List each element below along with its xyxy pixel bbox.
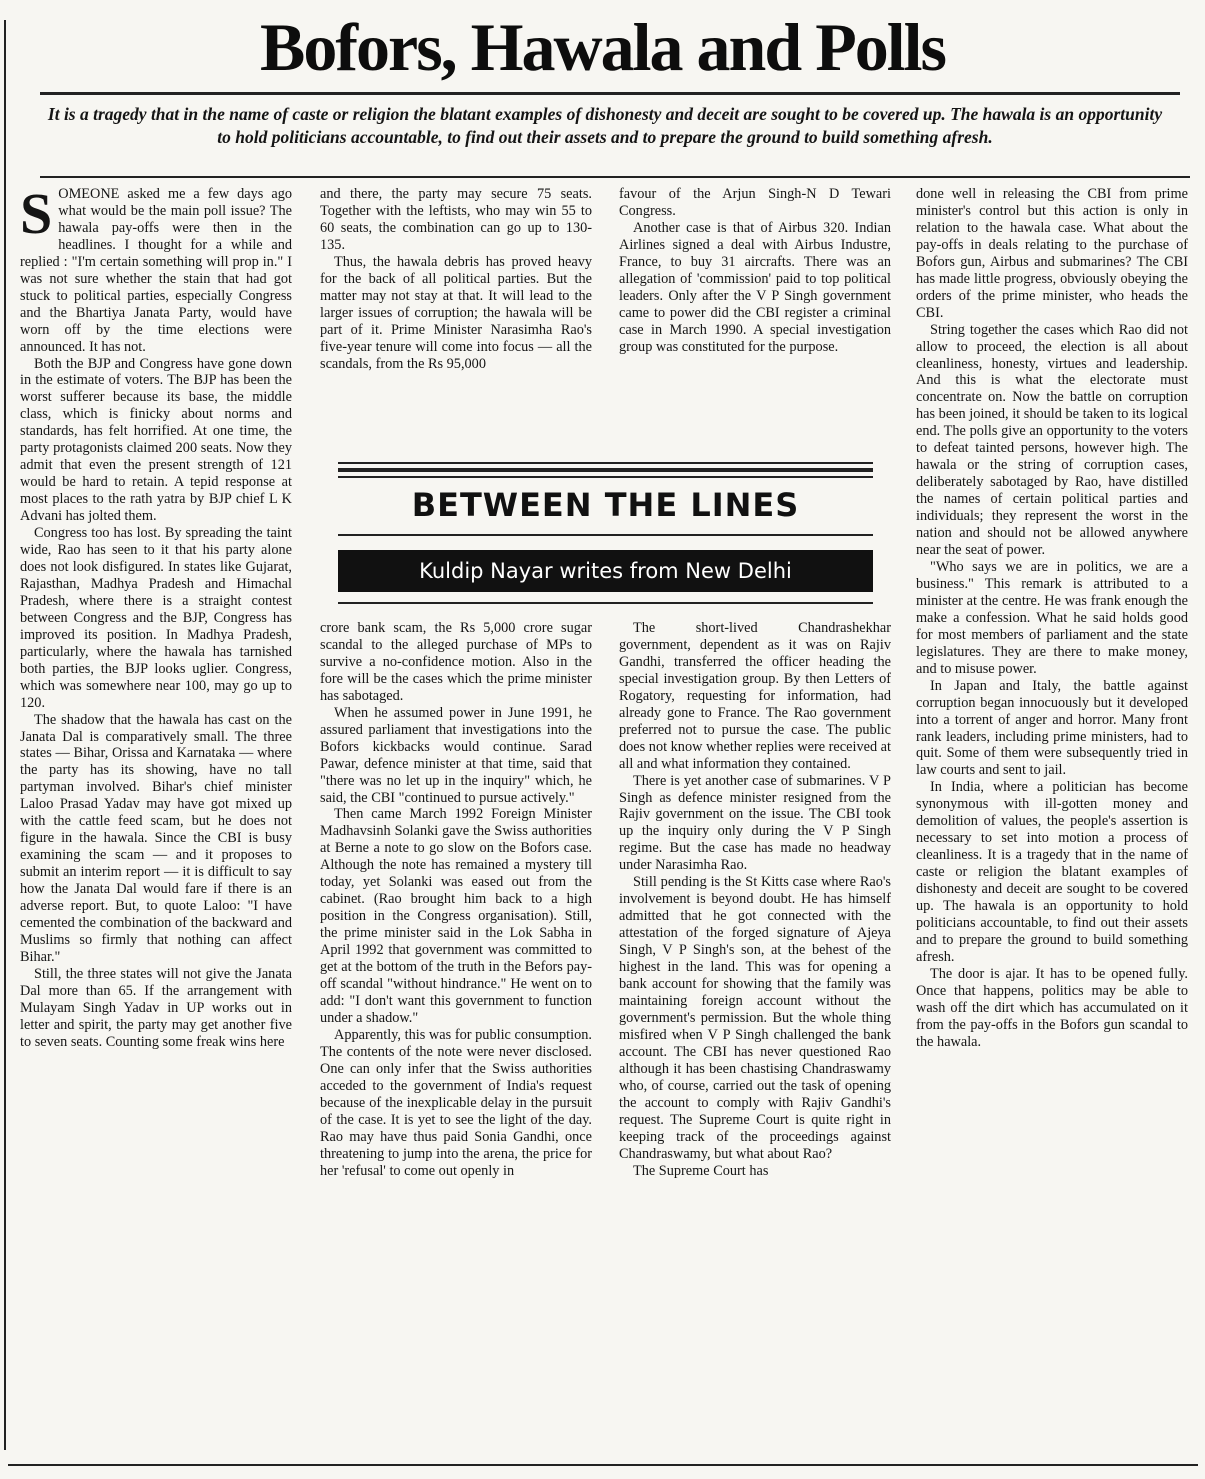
col4-para-3: "Who says we are in politics, we are a business." This remark is attributed to a minister at the centre. He was frank enough the make a confession. What he said holds good for most members of parliament and the state legislatures. They are there to make money, and to misuse power. bbox=[916, 558, 1188, 677]
col1-para-3: Congress too has lost. By spreading the taint wide, Rao has seen to it that his party alone does not look disfigured. In states like Gujarat, Rajasthan, Madhya Pradesh and Himachal Pradesh, where there is a straight contest between Congress and the BJP, Congress has improved its position. In Madhya Pradesh, particularly, where the hawala has tarnished both parties, the BJP looks uglier. Congress, which was somewhere near 100, may go up to 120. bbox=[20, 525, 292, 711]
col2b-para-1: crore bank scam, the Rs 5,000 crore sugar scandal to the alleged purchase of MPs to survive a no-confidence motion. Also in the fore will be the cases which the prime minister has sabotaged. bbox=[320, 620, 592, 704]
col4-para-2: String together the cases which Rao did not allow to proceed, the election is all about cleanliness, honesty, virtues and leadership. And this is what the electorate must concentrate on. Now the battle on corruption has been joined, it should be taken to its logical end. The polls give an opportunity to the voters to defeat tainted persons, however high. The hawala or the string of corruption cases, deliberately sabotaged by Rao, have distilled the names of certain political parties and individuals; they represent the worst in the nation and should not be allowed anywhere near the seat of power. bbox=[916, 321, 1188, 559]
panel-rule-top bbox=[338, 462, 873, 464]
col2a-para-2: Thus, the hawala debris has proved heavy for the back of all political parties. But the matter may not stay at that. It will lead to the larger issues of corruption; the hawala will be part of it. Prime Minister Narasimha Rao's five-year tenure will come into focus — all the scandals, from the Rs 95,000 bbox=[320, 253, 592, 372]
col2b-para-2: When he assumed power in June 1991, he assured parliament that investigations into the Bofors kickbacks would continue. Sarad Pawar, defence minister at that time, said that "there was no let up in the inquiry" which, he said, the CBI "continued to pursue actively." bbox=[320, 704, 592, 806]
standfirst-rule bbox=[40, 176, 1190, 178]
headline-rule bbox=[40, 92, 1180, 95]
col1-para-2: Both the BJP and Congress have gone down in the estimate of voters. The BJP has been the worst sufferer because its base, the middle class, which is finicky about norms and standards, has felt horrified. At one time, the party protagonists claimed 200 seats. Now they admit that even the present strength of 121 would be hard to retain. A tepid response at most places to the rath yatra by BJP chief L K Advani has jolted them. bbox=[20, 355, 292, 525]
drop-cap: S bbox=[20, 186, 53, 246]
panel-rule-mid bbox=[338, 534, 873, 536]
left-margin-rule bbox=[4, 20, 6, 1450]
panel-rule-2 bbox=[338, 468, 873, 472]
column-1 bbox=[20, 186, 292, 1456]
col1-para-5: Still, the three states will not give the Janata Dal more than 65. If the arrangement with Mulayam Singh Yadav in UP works out in letter and spirit, the party may get another five to seven seats. Counting some freak wins here bbox=[20, 965, 292, 1050]
column-label: BETWEEN THE LINES bbox=[411, 486, 800, 524]
column-3-top bbox=[619, 186, 891, 448]
panel-rule-3 bbox=[338, 476, 873, 478]
panel-rule-bottom bbox=[338, 602, 873, 604]
col3b-para-2: There is yet another case of submarines. V P Singh as defence minister resigned from the Rajiv government on the issue. The CBI took up the inquiry only during the V P Singh regime. But the case has made no headway under Narasimha Rao. bbox=[619, 772, 891, 874]
col1-para-4: The shadow that the hawala has cast on the Janata Dal is comparatively small. The three states — Bihar, Orissa and Karnataka — where the party has its showing, have no tall partyman involved. Bihar's chief minister Laloo Prasad Yadav may have got mixed up with the cattle feed scam, but he does not figure in the hawala. Since the CBI is busy examining the scam — and it proposes to submit an interim report — it is difficult to say how the Janata Dal would fare if there is an adverse report. But, to quote Laloo: "I have cemented the combination of the backward and Muslims so firmly that nothing can affect Bihar." bbox=[20, 711, 292, 965]
column-3-bottom bbox=[619, 620, 891, 1456]
headline: Bofors, Hawala and Polls bbox=[260, 9, 945, 85]
bottom-rule bbox=[8, 1464, 1198, 1466]
column-2-top bbox=[320, 186, 592, 448]
col4-para-1: done well in releasing the CBI from prime minister's control but this action is only in relation to the hawala case. What about the pay-offs in deals relating to the purchase of Bofors gun, Airbus and submarines? The CBI has made little progress, obviously obeying the orders of the prime minister, who heads the CBI. bbox=[916, 186, 1188, 321]
col1-para-1 bbox=[20, 186, 292, 356]
col2b-para-4: Apparently, this was for public consumption. The contents of the note were never disclosed. One can only infer that the Swiss authorities acceded to the government of India's request because of the inexplicable delay in the pursuit of the case. It is yet to see the light of the day. Rao may have thus paid Sonia Gandhi, once threatening to jump into the arena, the price for her 'refusal' to come out openly in bbox=[320, 1026, 592, 1179]
col3b-para-1: The short-lived Chandrashekhar government, dependent as it was on Rajiv Gandhi, transferred the officer heading the special investigation group. By then Letters of Rogatory, requesting for information, had already gone to France. The Rao government preferred not to pursue the case. The public does not know whether replies were received at all and what information they contained. bbox=[619, 620, 891, 772]
standfirst: It is a tragedy that in the name of caste or religion the blatant examples of dishonesty and deceit are sought to be covered up. The hawala is an opportunity to hold politicians accountable, to find out their assets and to prepare the ground to build something afresh. bbox=[47, 104, 1163, 147]
col2a-para-1: and there, the party may secure 75 seats. Together with the leftists, who may win 55 to 60 seats, the combination can go up to 130-135. bbox=[320, 186, 592, 253]
column-logo-panel bbox=[338, 462, 873, 624]
col1-para-1-text: OMEONE asked me a few days ago what would be the main poll issue? The hawala pay-offs were then in the headlines. I thought for a while and replied : "I'm certain something will prop in." I was not sure whether the stain that had got stuck to political parties, especially Congress and the Bhartiya Janata Party, would have worn off by the time elections were announced. It has not. bbox=[20, 186, 292, 355]
column-4 bbox=[916, 186, 1188, 1456]
col4-para-5: In India, where a politician has become synonymous with ill-gotten money and demolition of values, the people's assertion is necessary to set into motion a process of cleanliness. It is a tragedy that in the name of caste or religion the blatant examples of dishonesty and deceit are sought to be covered up. The hawala is an opportunity to hold politicians accountable, to find out their assets and to prepare the ground to build something afresh. bbox=[916, 779, 1188, 965]
column-2-bottom bbox=[320, 620, 592, 1456]
col4-para-6: The door is ajar. It has to be opened fully. Once that happens, politics may be able to wash off the dirt which has accumulated on it from the pay-offs in the Bofors gun scandal to the hawala. bbox=[916, 965, 1188, 1050]
col2b-para-3: Then came March 1992 Foreign Minister Madhavsinh Solanki gave the Swiss authorities at Berne a note to go slow on the Bofors case. Although the note has remained a mystery till today, yet Solanki was eased out from the cabinet. (Rao brought him back to a high position in the Congress organisation). Still, the prime minister said in the Lok Sabha in April 1992 that government was committed to get at the bottom of the truth in the Befors pay-off scandal "without hindrance." He went on to add: "I don't want this government to function under a shadow." bbox=[320, 806, 592, 1026]
col3a-para-1: favour of the Arjun Singh-N D Tewari Congress. bbox=[619, 186, 891, 219]
byline: Kuldip Nayar writes from New Delhi bbox=[338, 550, 873, 592]
col3b-para-4: The Supreme Court has bbox=[633, 1162, 769, 1179]
col3a-para-2: Another case is that of Airbus 320. Indian Airlines signed a deal with Airbus Industre, France, to buy 31 aircrafts. There was an allegation of 'commission' paid to top political leaders. Only after the V P Singh government came to power did the CBI register a criminal case in March 1990. A special investigation group was constituted for the purpose. bbox=[619, 219, 891, 355]
col3b-para-3: Still pending is the St Kitts case where Rao's involvement is beyond doubt. He has himself admitted that he got connected with the attestation of the forged signature of Ajeya Singh, V P Singh's son, at the behest of the highest in the land. This was for opening a bank account for showing that the family was maintaining foreign account without the government's permission. But the whole thing misfired when V P Singh challenged the bank account. The CBI has never questioned Rao although it has been chastising Chandraswamy who, of course, carried out the task of opening the account to comply with Rajiv Gandhi's request. The Supreme Court is quite right in keeping track of the proceedings against Chandraswamy, but what about Rao? bbox=[619, 874, 891, 1162]
col4-para-4: In Japan and Italy, the battle against corruption began innocuously but it developed into a torrent of anger and horror. Many front rank leaders, including prime ministers, had to quit. Some of them were subsequently tried in law courts and sent to jail. bbox=[916, 677, 1188, 779]
